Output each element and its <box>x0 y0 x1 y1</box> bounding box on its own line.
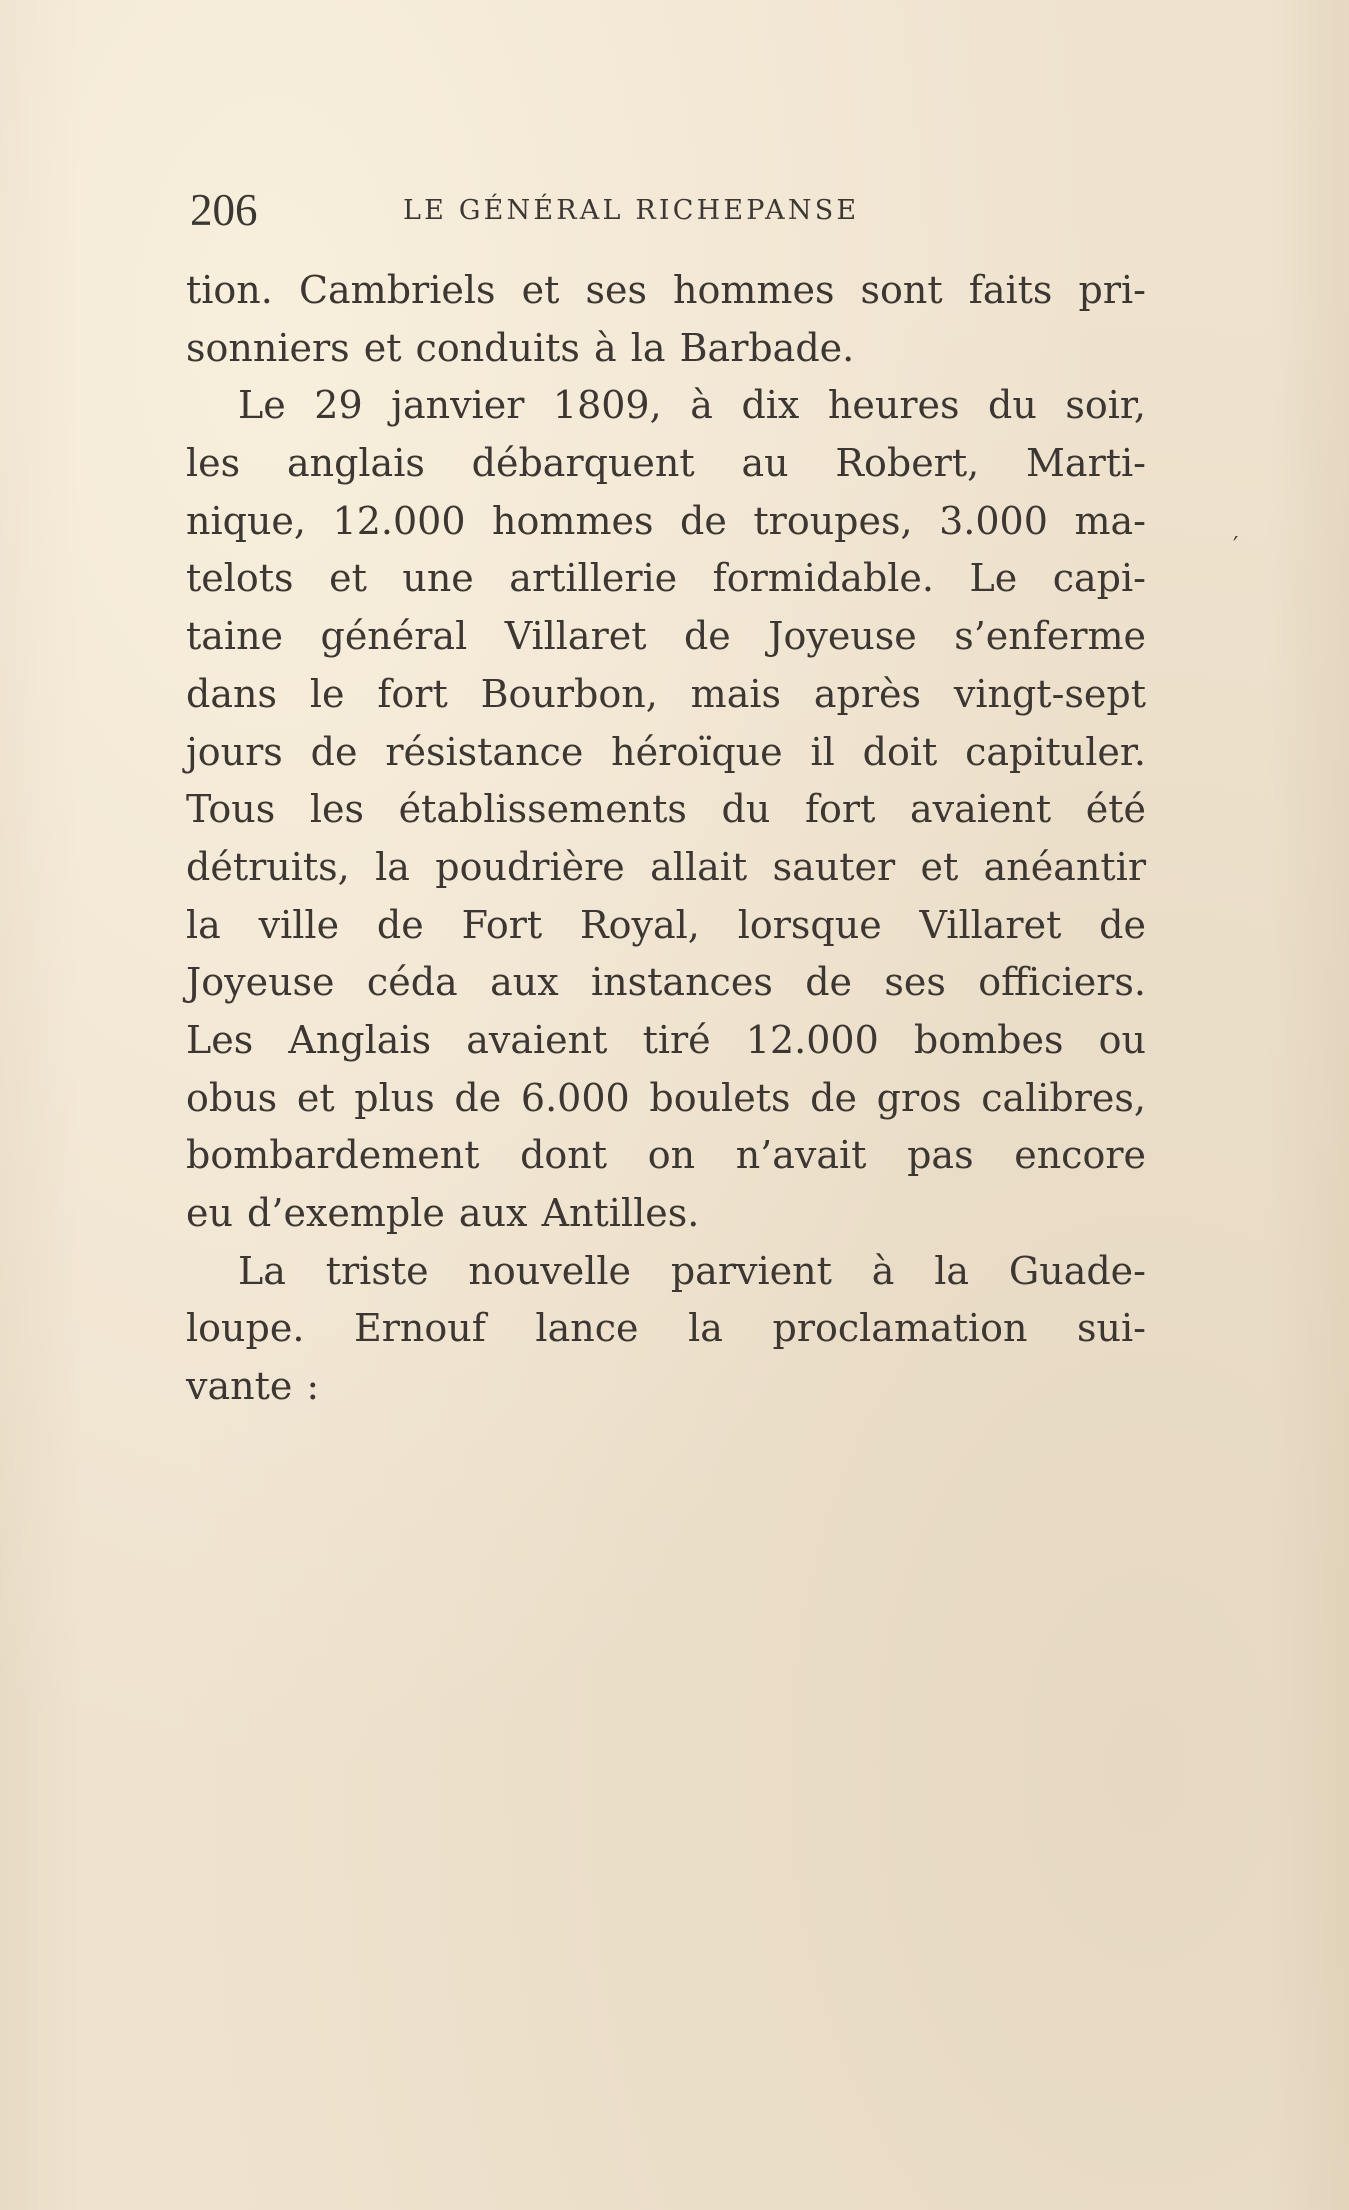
running-head <box>190 180 1150 240</box>
text-line: tion. Cambriels et ses hommes sont faits pri- <box>186 268 1146 312</box>
text-line: eu d’exemple aux Antilles. <box>186 1191 700 1235</box>
text-line: obus et plus de 6.000 boulets de gros calibres, <box>186 1075 1146 1120</box>
text-line: La triste nouvelle parvient à la Guade- <box>238 1248 1146 1293</box>
text-line: loupe. Ernouf lance la proclamation sui- <box>186 1306 1146 1351</box>
text-line: les anglais débarquent au Robert, Marti- <box>186 441 1146 486</box>
text-line: bombardement dont on n’avait pas encore <box>186 1133 1146 1178</box>
text-line: telots et une artillerie formidable. Le capi- <box>186 556 1146 601</box>
running-title: LE GÉNÉRAL RICHEPANSE <box>403 195 860 226</box>
margin-mark: ′ <box>1233 532 1239 560</box>
text-line: Le 29 janvier 1809, à dix heures du soir, <box>238 383 1146 428</box>
text-line: taine général Villaret de Joyeuse s’enferme <box>186 614 1146 659</box>
body-text <box>186 262 1146 1416</box>
text-line: vante : <box>186 1364 320 1409</box>
text-line: jours de résistance héroïque il doit capituler. <box>186 729 1146 774</box>
text-line: dans le fort Bourbon, mais après vingt-sept <box>186 671 1146 716</box>
text-line: sonniers et conduits à la Barbade. <box>186 325 855 370</box>
page-number: 206 <box>190 185 258 235</box>
text-line: Joyeuse céda aux instances de ses officiers. <box>186 960 1146 1005</box>
text-line: Les Anglais avaient tiré 12.000 bombes ou <box>186 1017 1146 1062</box>
text-line: Tous les établissements du fort avaient été <box>186 787 1146 832</box>
text-line: nique, 12.000 hommes de troupes, 3.000 ma- <box>186 498 1146 543</box>
text-line: détruits, la poudrière allait sauter et anéantir <box>186 844 1146 889</box>
text-line: la ville de Fort Royal, lorsque Villaret de <box>186 902 1146 947</box>
